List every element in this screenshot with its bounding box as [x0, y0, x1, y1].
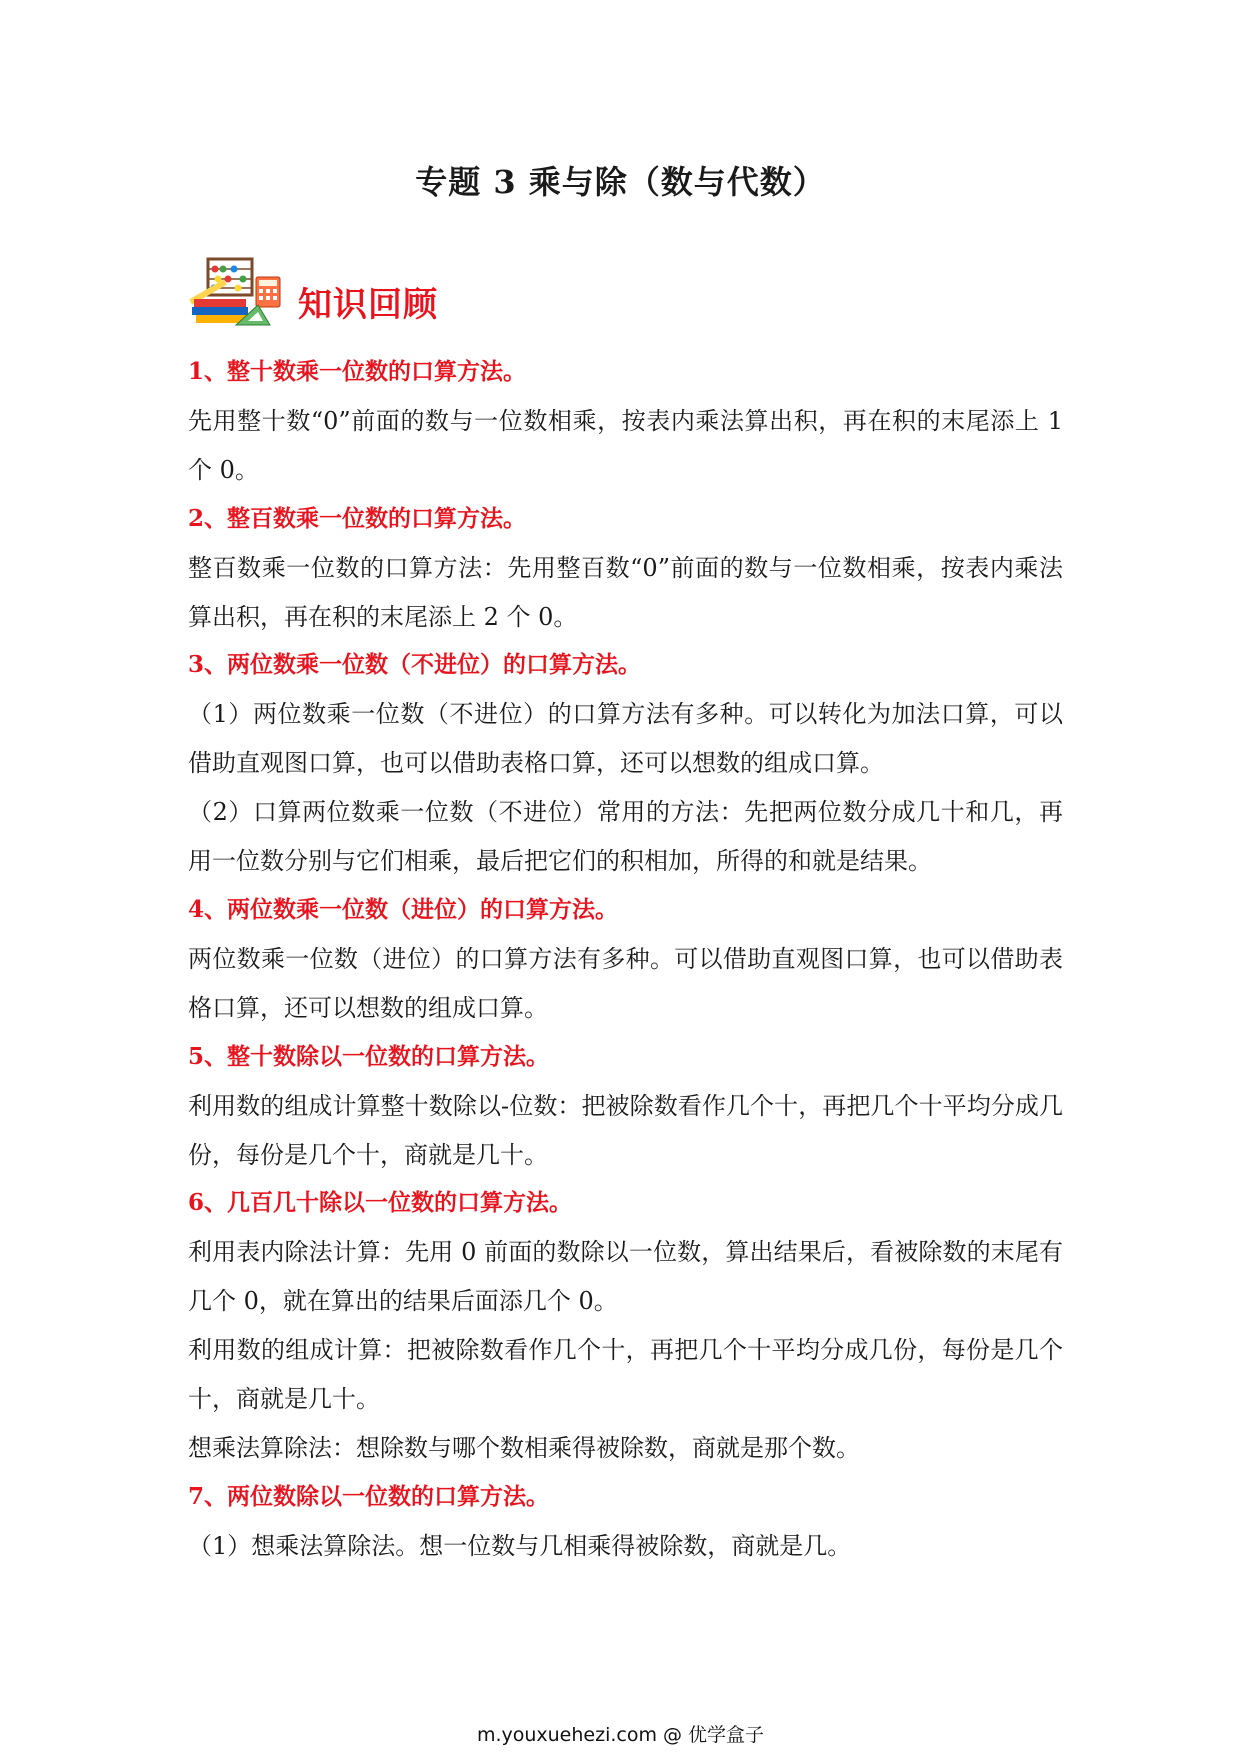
- paragraph-2: 整百数乘一位数的口算方法：先用整百数“0”前面的数与一位数相乘，按表内乘法算出积，再在积的末尾添上 2 个 0。: [188, 553, 1063, 631]
- paragraph-6-2: 利用数的组成计算：把被除数看作几个十，再把几个十平均分成几份，每份是几个十，商就是几十。: [188, 1336, 1063, 1414]
- section-label: 知识回顾: [298, 285, 438, 325]
- paragraph-3-1: （1）两位数乘一位数（不进位）的口算方法有多种。可以转化为加法口算，可以借助直观图口算，也可以借助表格口算，还可以想数的组成口算。: [188, 700, 1063, 778]
- paragraph-6-1: 利用表内除法计算：先用 0 前面的数除以一位数，算出结果后，看被除数的末尾有几个 0，就在算出的结果后面添几个 0。: [188, 1238, 1063, 1316]
- paragraph-7-1: （1）想乘法算除法。想一位数与几相乘得被除数，商就是几。: [188, 1531, 852, 1560]
- heading-1: 1、整十数乘一位数的口算方法。: [188, 358, 527, 385]
- section-header: [188, 255, 548, 335]
- content-body: [188, 348, 1063, 1571]
- math-tools-icon: [188, 255, 298, 327]
- paragraph-3-2: （2）口算两位数乘一位数（不进位）常用的方法：先把两位数分成几十和几，再用一位数分别与它们相乘，最后把它们的积相加，所得的和就是结果。: [188, 798, 1063, 876]
- heading-4: 4、两位数乘一位数（进位）的口算方法。: [188, 895, 619, 923]
- paragraph-6-3: 想乘法算除法：想除数与哪个数相乘得被除数，商就是那个数。: [188, 1433, 860, 1462]
- heading-2: 2、整百数乘一位数的口算方法。: [188, 504, 527, 532]
- heading-7: 7、两位数除以一位数的口算方法。: [188, 1482, 550, 1510]
- heading-3: 3、两位数乘一位数（不进位）的口算方法。: [188, 651, 642, 679]
- heading-5: 5、整十数除以一位数的口算方法。: [188, 1042, 550, 1070]
- heading-6: 6、几百几十除以一位数的口算方法。: [188, 1189, 573, 1217]
- footer-source: m.youxuehezi.com @ 优学盒子: [476, 1724, 765, 1746]
- paragraph-4: 两位数乘一位数（进位）的口算方法有多种。可以借助直观图口算，也可以借助表格口算，还可以想数的组成口算。: [188, 944, 1063, 1022]
- paragraph-5: 利用数的组成计算整十数除以-位数：把被除数看作几个十，再把几个十平均分成几份，每份是几个十，商就是几十。: [188, 1091, 1063, 1169]
- paragraph-1: 先用整十数“0”前面的数与一位数相乘，按表内乘法算出积，再在积的末尾添上 1 个 0。: [188, 406, 1063, 484]
- page-title: 专题 3 乘与除（数与代数）: [415, 163, 826, 201]
